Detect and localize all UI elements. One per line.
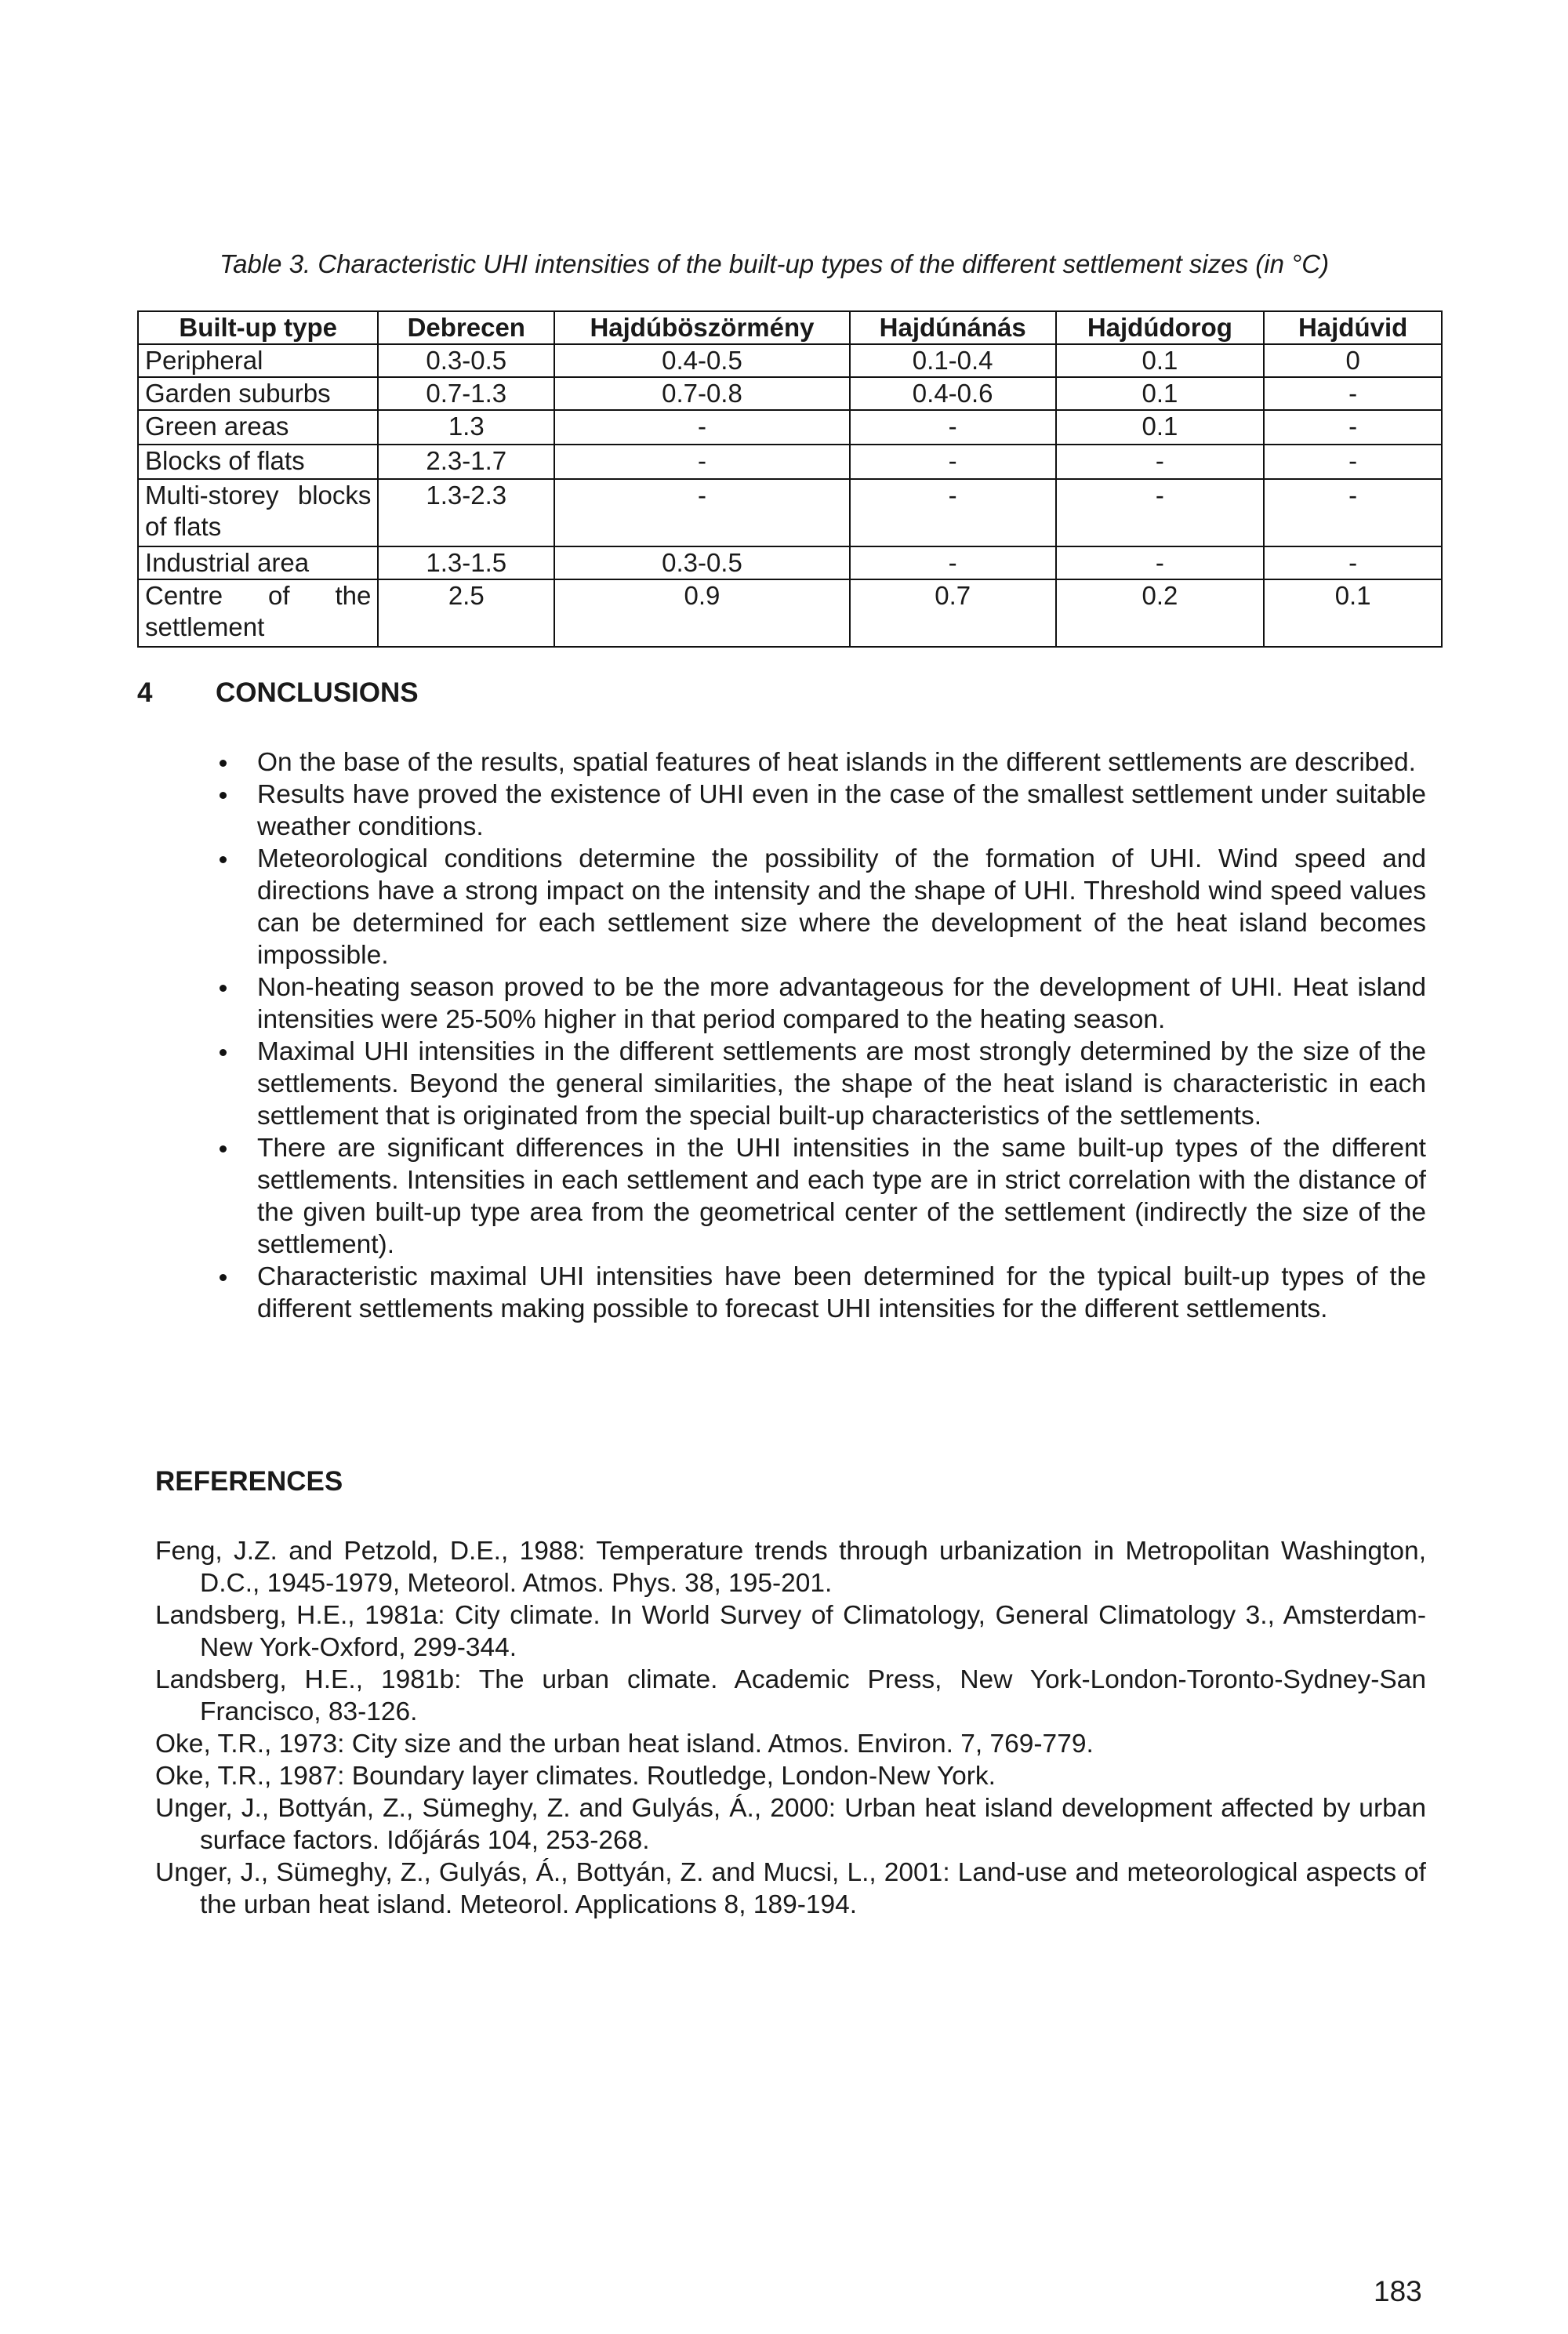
table-cell: - bbox=[554, 479, 850, 546]
table-cell: - bbox=[850, 479, 1056, 546]
table-row bbox=[138, 344, 1442, 377]
table-cell: - bbox=[1056, 546, 1265, 579]
table-cell: - bbox=[554, 445, 850, 479]
page-number: 183 bbox=[1374, 2275, 1422, 2307]
table-header-row bbox=[138, 311, 1442, 344]
row-label: Garden suburbs bbox=[138, 377, 378, 410]
table-cell: - bbox=[850, 410, 1056, 445]
column-header: Hajdúböszörmény bbox=[554, 311, 850, 344]
table-cell: - bbox=[1264, 479, 1442, 546]
column-header: Debrecen bbox=[378, 311, 554, 344]
table-cell: 0.7-1.3 bbox=[378, 377, 554, 410]
row-label: Blocks of flats bbox=[138, 445, 378, 479]
table-row bbox=[138, 479, 1442, 546]
row-label: Multi-storey blocks of flats bbox=[138, 479, 378, 546]
references-list bbox=[155, 1535, 1426, 1921]
table-cell: 0.4-0.5 bbox=[554, 344, 850, 377]
table-caption: Table 3. Characteristic UHI intensities of the built-up types of the different settlement sizes (in °C) bbox=[220, 249, 1330, 278]
table-cell: 0.3-0.5 bbox=[378, 344, 554, 377]
table-cell: 0.1 bbox=[1056, 377, 1265, 410]
table-cell: 0.2 bbox=[1056, 579, 1265, 647]
table-cell: - bbox=[850, 445, 1056, 479]
table-row bbox=[138, 579, 1442, 647]
table-cell: 0.1-0.4 bbox=[850, 344, 1056, 377]
column-header: Hajdúvid bbox=[1264, 311, 1442, 344]
table-cell: 0.9 bbox=[554, 579, 850, 647]
table-row bbox=[138, 445, 1442, 479]
table-row bbox=[138, 410, 1442, 445]
table-cell: - bbox=[1264, 410, 1442, 445]
conclusions-list bbox=[257, 746, 1426, 1325]
table-cell: 0.1 bbox=[1056, 344, 1265, 377]
row-label: Peripheral bbox=[138, 344, 378, 377]
reference-item: Feng, J.Z. and Petzold, D.E., 1988: Temperature trends through urbanization in Metropolitan Washington, D.C., 1945-1979, Meteorol. Atmos. Phys. 38, 195-201. bbox=[155, 1537, 1426, 1598]
list-item: Meteorological conditions determine the possibility of the formation of UHI. Wind speed and directions have a strong impact on the intensity and the shape of UHI. Threshold wind speed values can be determined for each settlement size where the development of the heat island becomes impossible. bbox=[257, 844, 1426, 970]
table-cell: 1.3-1.5 bbox=[378, 546, 554, 579]
list-item: Results have proved the existence of UHI even in the case of the smallest settlement under suitable weather conditions. bbox=[257, 780, 1426, 841]
section-heading bbox=[137, 677, 419, 709]
reference-item: Landsberg, H.E., 1981a: City climate. In World Survey of Climatology, General Climatology 3., Amsterdam-New York-Oxford, 299-344. bbox=[155, 1601, 1426, 1662]
references-heading: REFERENCES bbox=[155, 1466, 343, 1497]
list-item: Maximal UHI intensities in the different settlements are most strongly determined by the size of the settlements. Beyond the general similarities, the shape of the heat island is characteristic in each settlement that is originated from the special built-up characteristics of the settlements. bbox=[257, 1037, 1426, 1131]
table-cell: 1.3-2.3 bbox=[378, 479, 554, 546]
table-cell: - bbox=[1264, 445, 1442, 479]
reference-item: Oke, T.R., 1973: City size and the urban heat island. Atmos. Environ. 7, 769-779. bbox=[155, 1730, 1094, 1759]
list-item: Non-heating season proved to be the more advantageous for the development of UHI. Heat island intensities were 25-50% higher in that period compared to the heating season. bbox=[257, 973, 1426, 1034]
uhi-table bbox=[137, 310, 1443, 648]
table-cell: 1.3 bbox=[378, 410, 554, 445]
table-row bbox=[138, 546, 1442, 579]
column-header: Built-up type bbox=[138, 311, 378, 344]
table-cell: 0.3-0.5 bbox=[554, 546, 850, 579]
table-cell: - bbox=[850, 546, 1056, 579]
table-cell: 0.1 bbox=[1056, 410, 1265, 445]
table-cell: 2.3-1.7 bbox=[378, 445, 554, 479]
reference-item: Landsberg, H.E., 1981b: The urban climate. Academic Press, New York-London-Toronto-Sydney-San Francisco, 83-126. bbox=[155, 1665, 1426, 1726]
reference-item: Oke, T.R., 1987: Boundary layer climates. Routledge, London-New York. bbox=[155, 1762, 996, 1791]
section-title: CONCLUSIONS bbox=[216, 677, 419, 708]
table-cell: - bbox=[554, 410, 850, 445]
column-header: Hajdúdorog bbox=[1056, 311, 1265, 344]
list-item: On the base of the results, spatial features of heat islands in the different settlements are described. bbox=[257, 746, 1426, 779]
table-cell: - bbox=[1264, 546, 1442, 579]
table-cell: 0.4-0.6 bbox=[850, 377, 1056, 410]
column-header: Hajdúnánás bbox=[850, 311, 1056, 344]
row-label: Industrial area bbox=[138, 546, 378, 579]
row-label: Centre of the settlement bbox=[138, 579, 378, 647]
table-cell: - bbox=[1264, 377, 1442, 410]
table-cell: - bbox=[1056, 479, 1265, 546]
reference-item: Unger, J., Bottyán, Z., Sümeghy, Z. and Gulyás, Á., 2000: Urban heat island development affected by urban surface factors. Időjárás 104, 253-268. bbox=[155, 1794, 1426, 1855]
table-row bbox=[138, 377, 1442, 410]
table-cell: 2.5 bbox=[378, 579, 554, 647]
table-cell: 0.7-0.8 bbox=[554, 377, 850, 410]
table-cell: - bbox=[1056, 445, 1265, 479]
table-cell: 0 bbox=[1264, 344, 1442, 377]
list-item: Characteristic maximal UHI intensities have been determined for the typical built-up types of the different settlements making possible to forecast UHI intensities for the different settlements. bbox=[257, 1262, 1426, 1323]
table-cell: 0.1 bbox=[1264, 579, 1442, 647]
table-cell: 0.7 bbox=[850, 579, 1056, 647]
row-label: Green areas bbox=[138, 410, 378, 445]
section-number: 4 bbox=[137, 677, 153, 708]
list-item: There are significant differences in the UHI intensities in the same built-up types of the different settlements. Intensities in each settlement and each type are in strict correlation with the distance of the given built-up type area from the geometrical center of the settlement (indirectly the size of the settlement). bbox=[257, 1134, 1426, 1259]
reference-item: Unger, J., Sümeghy, Z., Gulyás, Á., Bottyán, Z. and Mucsi, L., 2001: Land-use and meteorological aspects of the urban heat island. Meteorol. Applications 8, 189-194. bbox=[155, 1858, 1426, 1919]
